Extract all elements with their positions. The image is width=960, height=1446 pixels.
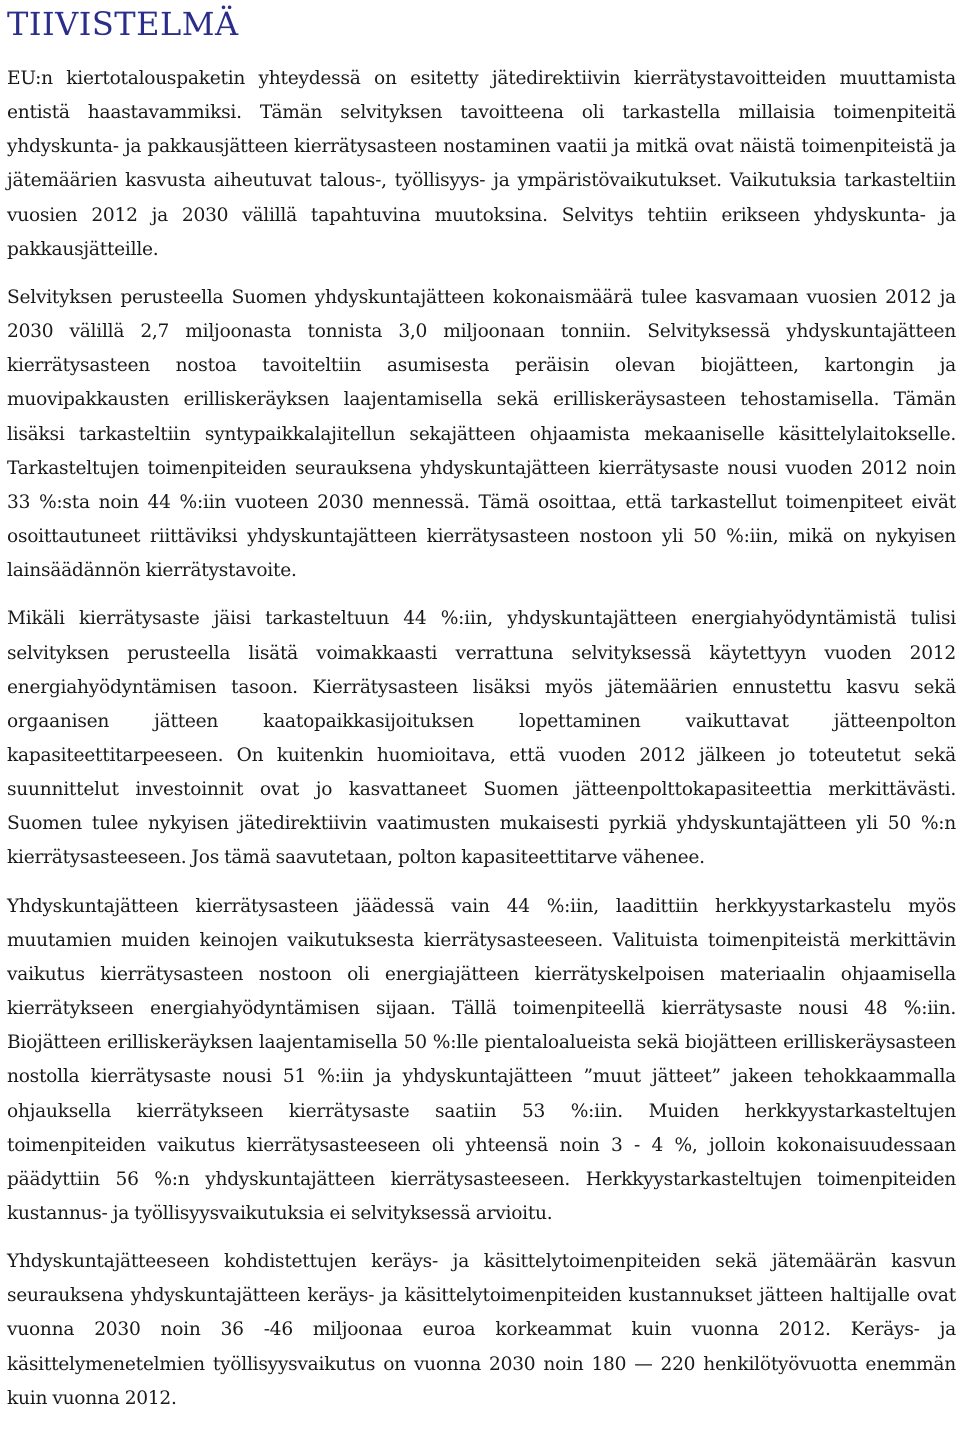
summary-paragraph-4: Yhdyskuntajätteen kierrätysasteen jäädessä vain 44 %:iin, laadittiin herkkyystarkastelu myös muutamien muiden keinojen vaikutuksesta kierrätysasteeseen. Valituista toimenpiteistä merkittävin vaikutus kierrätysasteen nostoon oli energiajätteen kierrätyskelpoisen materiaalin ohjaamisella kierrätykseen energiahyödyntämisen sijaan. Tällä toimenpiteellä kierrätysaste nousi 48 %:iin. Biojätteen erilliskeräyksen laajentamisella 50 %:lle pientaloalueista sekä biojätteen erilliskeräysasteen nostolla kierrätysaste nousi 51 %:iin ja yhdyskuntajätteen ”muut jätteet” jakeen tehokkaammalla ohjauksella kierrätykseen kierrätysaste saatiin 53 %:iin. Muiden herkkyystarkasteltujen toimenpiteiden vaikutus kierrätysasteeseen oli yhteensä noin 3 - 4 %, jolloin kokonaisuudessaan päädyttiin 56 %:n yhdyskuntajätteen kierrätysasteeseen. Herkkyystarkasteltujen toimenpiteiden kustannus- ja työllisyysvaikutuksia ei selvityksessä arvioitu. [7,895,956,1224]
summary-paragraph-5: Yhdyskuntajätteeseen kohdistettujen keräys- ja käsittelytoimenpiteiden sekä jätemäärän kasvun seurauksena yhdyskuntajätteen keräys- ja käsittelytoimenpiteiden kustannukset jätteen haltijalle ovat vuonna 2030 noin 36 -46 miljoonaa euroa korkeammat kuin vuonna 2012. Keräys- ja käsittelymenetelmien työllisyysvaikutus on vuonna 2030 noin 180 — 220 henkilötyövuotta enemmän kuin vuonna 2012. [7,1251,956,1409]
summary-paragraph-1: EU:n kiertotalouspaketin yhteydessä on esitetty jätedirektiivin kierrätystavoitteiden muuttamista entistä haastavammiksi. Tämän selvityksen tavoitteena oli tarkastella millaisia toimenpiteitä yhdyskunta- ja pakkausjätteen kierrätysasteen nostaminen vaatii ja mitkä ovat näistä toimenpiteistä ja jätemäärien kasvusta aiheutuvat talous-, työllisyys- ja ympäristövaikutukset. Vaikutuksia tarkasteltiin vuosien 2012 ja 2030 välillä tapahtuvina muutoksina. Selvitys tehtiin erikseen yhdyskunta- ja pakkausjätteille. [7,68,956,260]
page-title: TIIVISTELMÄ [7,5,239,43]
summary-paragraph-2: Selvityksen perusteella Suomen yhdyskuntajätteen kokonaismäärä tulee kasvamaan vuosien 2012 ja 2030 välillä 2,7 miljoonasta tonnista 3,0 miljoonaan tonniin. Selvityksessä yhdyskuntajätteen kierrätysasteen nostoa tavoiteltiin asumisesta peräisin olevan biojätteen, kartongin ja muovipakkausten erilliskeräyksen laajentamisella sekä erilliskeräysasteen tehostamisella. Tämän lisäksi tarkasteltiin syntypaikkalajitellun sekajätteen ohjaamista mekaaniselle käsittelylaitokselle. Tarkasteltujen toimenpiteiden seurauksena yhdyskuntajätteen kierrätysaste nousi vuoden 2012 noin 33 %:sta noin 44 %:iin vuoteen 2030 mennessä. Tämä osoittaa, että tarkastellut toimenpiteet eivät osoittautuneet riittäviksi yhdyskuntajätteen kierrätysasteen nostoon yli 50 %:iin, mikä on nykyisen lainsäädännön kierrätystavoite. [7,286,956,582]
summary-paragraph-3: Mikäli kierrätysaste jäisi tarkasteltuun 44 %:iin, yhdyskuntajätteen energiahyödyntämistä tulisi selvityksen perusteella lisätä voimakkaasti verrattuna selvityksessä käytettyyn vuoden 2012 energiahyödyntämisen tasoon. Kierrätysasteen lisäksi myös jätemäärien ennustettu kasvu sekä orgaanisen jätteen kaatopaikkasijoituksen lopettaminen vaikuttavat jätteenpolton kapasiteettitarpeeseen. On kuitenkin huomioitava, että vuoden 2012 jälkeen jo toteutetut sekä suunnittelut investoinnit ovat jo kasvattaneet Suomen jätteenpolttokapasiteettia merkittävästi. Suomen tulee nykyisen jätedirektiivin vaatimusten mukaisesti pyrkiä yhdyskuntajätteen yli 50 %:n kierrätysasteeseen. Jos tämä saavutetaan, polton kapasiteettitarve vähenee. [7,608,956,869]
